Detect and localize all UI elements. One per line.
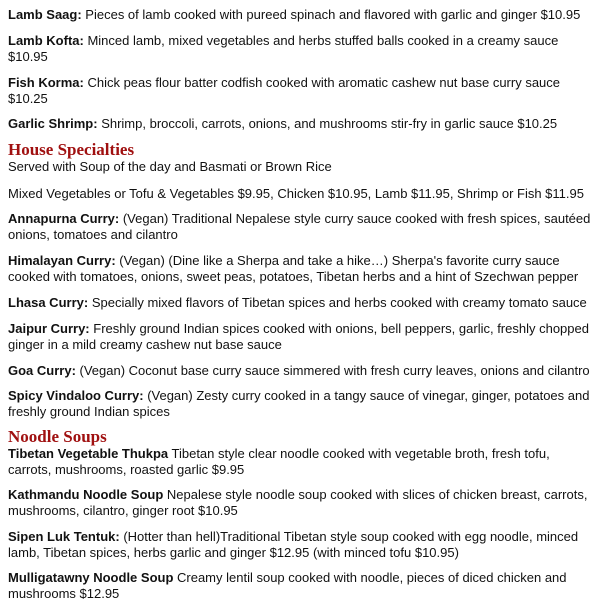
item-name: Mulligatawny Noodle Soup xyxy=(8,570,174,585)
item-desc: (Hotter than hell)Traditional Tibetan style soup cooked with egg noodle, minced lamb, Tibetan spices, herbs garlic and ginger $12.95 (with minced tofu $10.95) xyxy=(8,529,579,560)
item-desc: Nepalese style noodle soup cooked with slices of chicken breast, carrots, mushrooms, cilantro, ginger root $10.95 xyxy=(8,487,588,518)
house-prices: Mixed Vegetables or Tofu & Vegetables $9.95, Chicken $10.95, Lamb $11.95, Shrimp or Fish $11.95 xyxy=(8,186,584,201)
item-name: Fish Korma: xyxy=(8,75,84,90)
item-name: Goa Curry: xyxy=(8,363,76,378)
menu-item-annapurna-curry xyxy=(8,211,592,243)
item-name: Tibetan Vegetable Thukpa xyxy=(8,446,169,461)
menu-item-goa-curry xyxy=(8,363,592,379)
item-name: Lamb Kofta: xyxy=(8,33,84,48)
menu-item-tibetan-vegetable-thukpa xyxy=(8,446,592,478)
item-desc: (Vegan) Traditional Nepalese style curry sauce cooked with fresh spices, sautéed onions, tomatoes and cilantro xyxy=(8,211,591,242)
item-name: Lhasa Curry: xyxy=(8,295,89,310)
menu-item-jaipur-curry xyxy=(8,321,592,353)
menu-item-spicy-vindaloo-curry xyxy=(8,388,592,420)
menu-item-lamb-saag xyxy=(8,7,592,23)
item-name: Lamb Saag: xyxy=(8,7,82,22)
item-name: Sipen Luk Tentuk: xyxy=(8,529,120,544)
item-desc: Specially mixed flavors of Tibetan spices and herbs cooked with creamy tomato sauce xyxy=(88,295,587,310)
item-desc: Pieces of lamb cooked with pureed spinach and flavored with garlic and ginger $10.95 xyxy=(81,7,581,22)
item-desc: Shrimp, broccoli, carrots, onions, and mushrooms stir-fry in garlic sauce $10.25 xyxy=(97,116,558,131)
item-desc: Chick peas flour batter codfish cooked with aromatic cashew nut base curry sauce $10.25 xyxy=(8,75,561,106)
menu-item-lhasa-curry xyxy=(8,295,592,311)
item-desc: Freshly ground Indian spices cooked with onions, bell peppers, garlic, freshly chopped ginger in a mild creamy cashew nut base sauce xyxy=(8,321,589,352)
item-desc: (Vegan) (Dine like a Sherpa and take a hike…) Sherpa's favorite curry sauce cooked with tomatoes, onions, sweet peas, potatoes, Tibetan herbs and a hint of Szechwan pepper xyxy=(8,253,579,284)
item-desc: Creamy lentil soup cooked with noodle, pieces of diced chicken and mushrooms $12.95 xyxy=(8,570,567,601)
section-title-noodle-soups: Noodle Soups xyxy=(8,427,107,446)
item-name: Garlic Shrimp: xyxy=(8,116,98,131)
item-name: Himalayan Curry: xyxy=(8,253,116,268)
item-name: Annapurna Curry: xyxy=(8,211,120,226)
menu-item-sipen-luk-tentuk xyxy=(8,529,592,561)
item-desc: Minced lamb, mixed vegetables and herbs stuffed balls cooked in a creamy sauce $10.95 xyxy=(8,33,559,64)
menu-item-lamb-kofta xyxy=(8,33,592,65)
section-title-house-specialties: House Specialties xyxy=(8,140,135,159)
menu-item-mulligatawny-noodle-soup xyxy=(8,570,592,602)
menu-item-garlic-shrimp xyxy=(8,116,592,132)
item-name: Kathmandu Noodle Soup xyxy=(8,487,164,502)
menu-item-fish-korma xyxy=(8,75,592,107)
item-name: Jaipur Curry: xyxy=(8,321,90,336)
menu-item-himalayan-curry xyxy=(8,253,592,285)
item-desc: Tibetan style clear noodle cooked with vegetable broth, fresh tofu, carrots, mushrooms, roasted garlic $9.95 xyxy=(8,446,550,477)
item-name: Spicy Vindaloo Curry: xyxy=(8,388,144,403)
house-subtitle: Served with Soup of the day and Basmati or Brown Rice xyxy=(8,159,332,174)
item-desc: (Vegan) Zesty curry cooked in a tangy sauce of vinegar, ginger, potatoes and freshly ground Indian spices xyxy=(8,388,590,419)
item-desc: (Vegan) Coconut base curry sauce simmered with fresh curry leaves, onions and cilantro xyxy=(75,363,590,378)
menu-item-kathmandu-noodle-soup xyxy=(8,487,592,519)
